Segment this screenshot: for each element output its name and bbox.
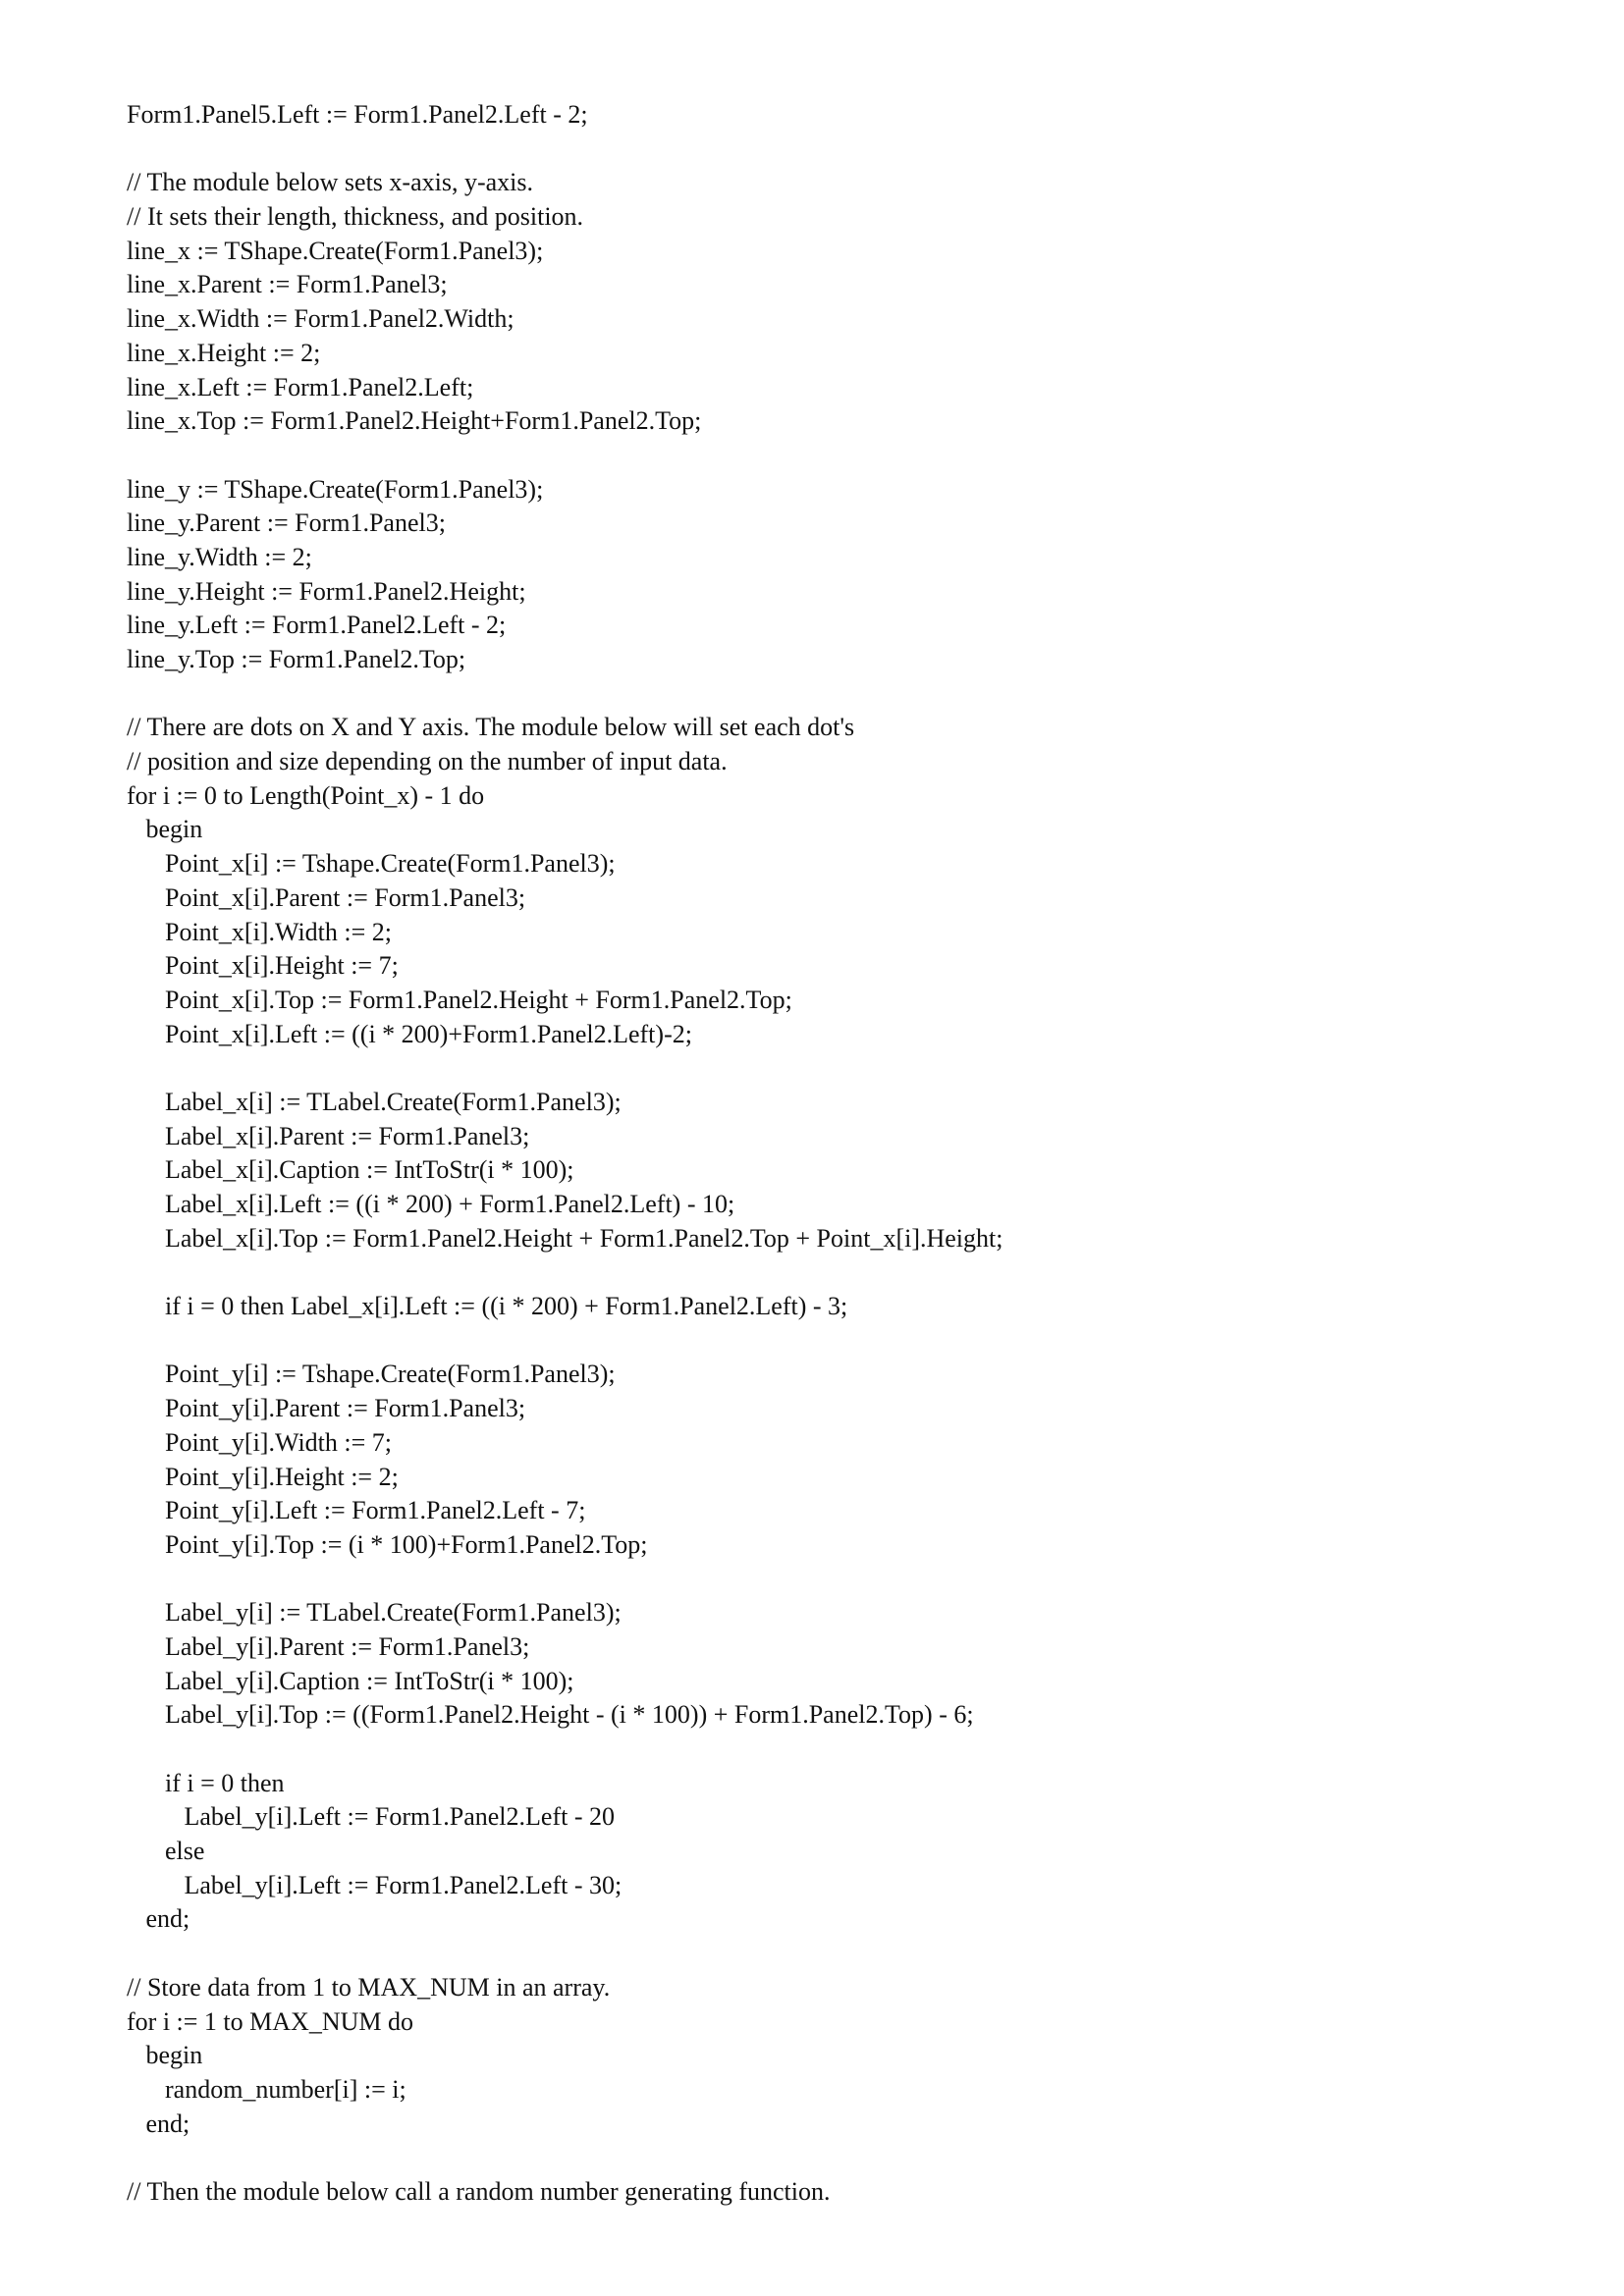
code-line: if i = 0 then Label_x[i].Left := ((i * 200) + Form1.Panel2.Left) - 3; xyxy=(127,1292,848,1321)
code-line: Point_y[i].Width := 7; xyxy=(127,1427,393,1457)
code-line xyxy=(127,2141,1501,2175)
code-line: // It sets their length, thickness, and position. xyxy=(127,202,584,232)
code-line: Label_x[i].Top := Form1.Panel2.Height + Form1.Panel2.Top + Point_x[i].Height; xyxy=(127,1223,1003,1253)
code-line: // There are dots on X and Y axis. The module below will set each dot's xyxy=(127,713,855,742)
code-line: random_number[i] := i; xyxy=(127,2074,406,2104)
code-line: Point_y[i].Parent := Form1.Panel3; xyxy=(127,1394,526,1423)
code-line: Point_y[i].Left := Form1.Panel2.Left - 7; xyxy=(127,1496,586,1525)
code-line: Point_y[i] := Tshape.Create(Form1.Panel3); xyxy=(127,1360,616,1389)
code-line: begin xyxy=(127,2041,203,2070)
code-line: end; xyxy=(127,2109,190,2138)
code-line: Label_y[i] := TLabel.Create(Form1.Panel3); xyxy=(127,1598,622,1628)
code-line: Label_x[i].Parent := Form1.Panel3; xyxy=(127,1121,530,1150)
code-line: line_y := TShape.Create(Form1.Panel3); xyxy=(127,474,544,504)
code-line: Label_x[i].Caption := IntToStr(i * 100); xyxy=(127,1155,574,1185)
code-line: begin xyxy=(127,815,203,844)
code-line: Point_x[i] := Tshape.Create(Form1.Panel3); xyxy=(127,849,616,879)
code-line: // The module below sets x-axis, y-axis. xyxy=(127,168,534,197)
code-line: Point_y[i].Height := 2; xyxy=(127,1462,399,1491)
code-line: Point_x[i].Height := 7; xyxy=(127,951,399,981)
code-line: for i := 1 to MAX_NUM do xyxy=(127,2006,413,2036)
code-line xyxy=(127,1733,1501,1767)
code-line xyxy=(127,1563,1501,1597)
code-line: line_y.Left := Form1.Panel2.Left - 2; xyxy=(127,611,507,640)
code-line: Label_x[i].Left := ((i * 200) + Form1.Panel2.Left) - 10; xyxy=(127,1190,735,1218)
code-line: line_x.Width := Form1.Panel2.Width; xyxy=(127,304,514,334)
code-line xyxy=(127,1324,1501,1359)
code-line: line_y.Parent := Form1.Panel3; xyxy=(127,508,446,538)
code-line: // Store data from 1 to MAX_NUM in an array. xyxy=(127,1972,611,2002)
code-line: line_y.Top := Form1.Panel2.Top; xyxy=(127,645,466,673)
code-line: line_x.Left := Form1.Panel2.Left; xyxy=(127,372,474,401)
code-line: line_x.Height := 2; xyxy=(127,338,321,367)
code-line: // position and size depending on the number of input data. xyxy=(127,747,728,776)
code-line: if i = 0 then xyxy=(127,1768,285,1797)
code-listing xyxy=(127,98,1501,2210)
code-line: Point_x[i].Left := ((i * 200)+Form1.Panel2.Left)-2; xyxy=(127,1019,692,1048)
code-line: Label_y[i].Parent := Form1.Panel3; xyxy=(127,1631,530,1661)
code-line: Label_y[i].Left := Form1.Panel2.Left - 20 xyxy=(127,1802,615,1832)
code-line: for i := 0 to Length(Point_x) - 1 do xyxy=(127,780,485,810)
code-line: line_y.Height := Form1.Panel2.Height; xyxy=(127,576,526,606)
code-line: Point_y[i].Top := (i * 100)+Form1.Panel2.Top; xyxy=(127,1529,648,1559)
code-line: Label_y[i].Top := ((Form1.Panel2.Height - (i * 100)) + Form1.Panel2.Top) - 6; xyxy=(127,1700,974,1730)
code-line xyxy=(127,1937,1501,1971)
code-line: Label_y[i].Caption := IntToStr(i * 100); xyxy=(127,1666,574,1695)
code-line xyxy=(127,1255,1501,1290)
code-line: Label_x[i] := TLabel.Create(Form1.Panel3); xyxy=(127,1087,622,1116)
code-line: Form1.Panel5.Left := Form1.Panel2.Left - 2; xyxy=(127,100,588,129)
code-line: Point_x[i].Width := 2; xyxy=(127,917,393,946)
code-line: line_y.Width := 2; xyxy=(127,542,312,571)
code-line: // Then the module below call a random number generating function. xyxy=(127,2176,831,2206)
code-line xyxy=(127,439,1501,473)
code-line: Point_x[i].Parent := Form1.Panel3; xyxy=(127,882,526,912)
code-line: line_x := TShape.Create(Form1.Panel3); xyxy=(127,236,544,265)
code-line: Point_x[i].Top := Form1.Panel2.Height + Form1.Panel2.Top; xyxy=(127,985,792,1014)
code-line: line_x.Parent := Form1.Panel3; xyxy=(127,270,448,299)
code-line xyxy=(127,1051,1501,1086)
code-line: Label_y[i].Left := Form1.Panel2.Left - 30; xyxy=(127,1870,623,1899)
code-line: end; xyxy=(127,1904,190,1934)
code-line xyxy=(127,133,1501,167)
code-line: else xyxy=(127,1837,205,1866)
code-line xyxy=(127,677,1501,712)
code-line: line_x.Top := Form1.Panel2.Height+Form1.Panel2.Top; xyxy=(127,406,702,436)
